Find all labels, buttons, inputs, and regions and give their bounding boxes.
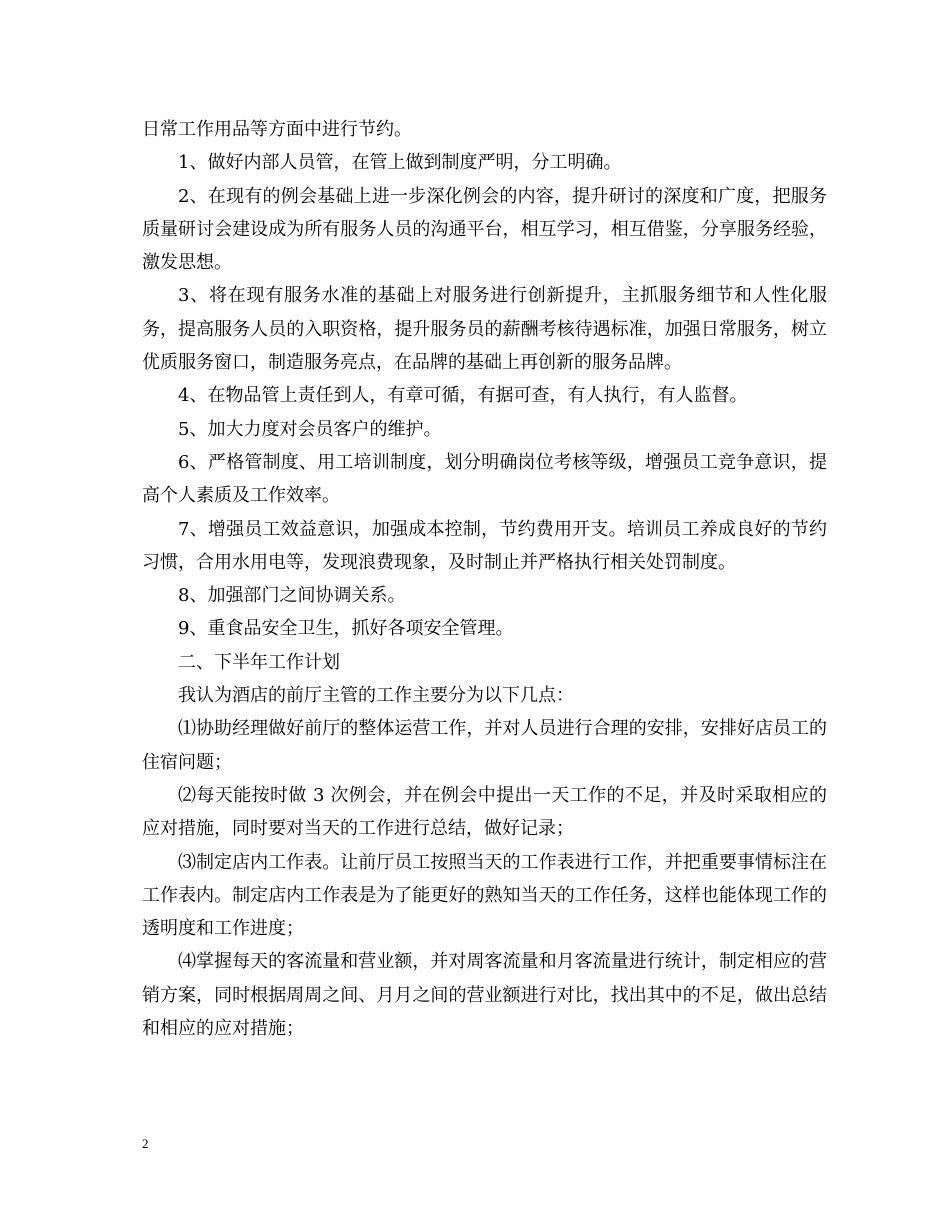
paragraph: ⑴协助经理做好前厅的整体运营工作，并对人员进行合理的安排，安排好店员工的住宿问题； (142, 718, 827, 773)
paragraph: ⑷掌握每天的客流量和营业额，并对周客流量和月客流量进行统计，制定相应的营销方案，同时根据周周之间、月月之间的营业额进行对比，找出其中的不足，做出总结和相应的应对措施； (142, 951, 827, 1040)
paragraph: 9、重食品安全卫生，抓好各项安全管理。 (178, 618, 514, 640)
paragraph: 我认为酒店的前厅主管的工作主要分为以下几点： (178, 685, 574, 707)
paragraph: 6、严格管制度、用工培训制度，划分明确岗位考核等级，增强员工竞争意识，提高个人素质及工作效率。 (142, 451, 827, 507)
page-number: 2 (142, 1136, 149, 1151)
paragraph: 2、在现有的例会基础上进一步深化例会的内容，提升研讨的深度和广度，把服务质量研讨会建设成为所有服务人员的沟通平台，相互学习，相互借鉴，分享服务经验，激发思想。 (142, 185, 827, 274)
paragraph: 日常工作用品等方面中进行节约。 (142, 119, 412, 140)
paragraph: 4、在物品管上责任到人，有章可循，有据可查，有人执行，有人监督。 (178, 385, 748, 407)
paragraph: 1、做好内部人员管，在管上做到制度严明，分工明确。 (178, 152, 622, 174)
paragraph: ⑵每天能按时做 3 次例会，并在例会中提出一天工作的不足，并及时采取相应的应对措施，同时要对当天的工作进行总结，做好记录； (142, 784, 827, 840)
section-heading: 二、下半年工作计划 (178, 651, 340, 673)
paragraph: 3、将在现有服务水准的基础上对服务进行创新提升，主抓服务细节和人性化服务，提高服务人员的入职资格，提升服务员的薪酬考核待遇标准，加强日常服务，树立优质服务窗口，制造服务亮点，在品牌的基础上再创新的服务品牌。 (142, 285, 827, 374)
paragraph: 8、加强部门之间协调关系。 (178, 585, 406, 607)
document-body (142, 113, 827, 1045)
paragraph: ⑶制定店内工作表。让前厅员工按照当天的工作表进行工作，并把重要事情标注在工作表内。制定店内工作表是为了能更好的熟知当天的工作任务，这样也能体现工作的透明度和工作进度； (142, 851, 827, 940)
paragraph: 7、增强员工效益意识，加强成本控制，节约费用开支。培训员工养成良好的节约习惯，合用水用电等，发现浪费现象，及时制止并严格执行相关处罚制度。 (142, 518, 827, 573)
paragraph: 5、加大力度对会员客户的维护。 (178, 418, 442, 440)
